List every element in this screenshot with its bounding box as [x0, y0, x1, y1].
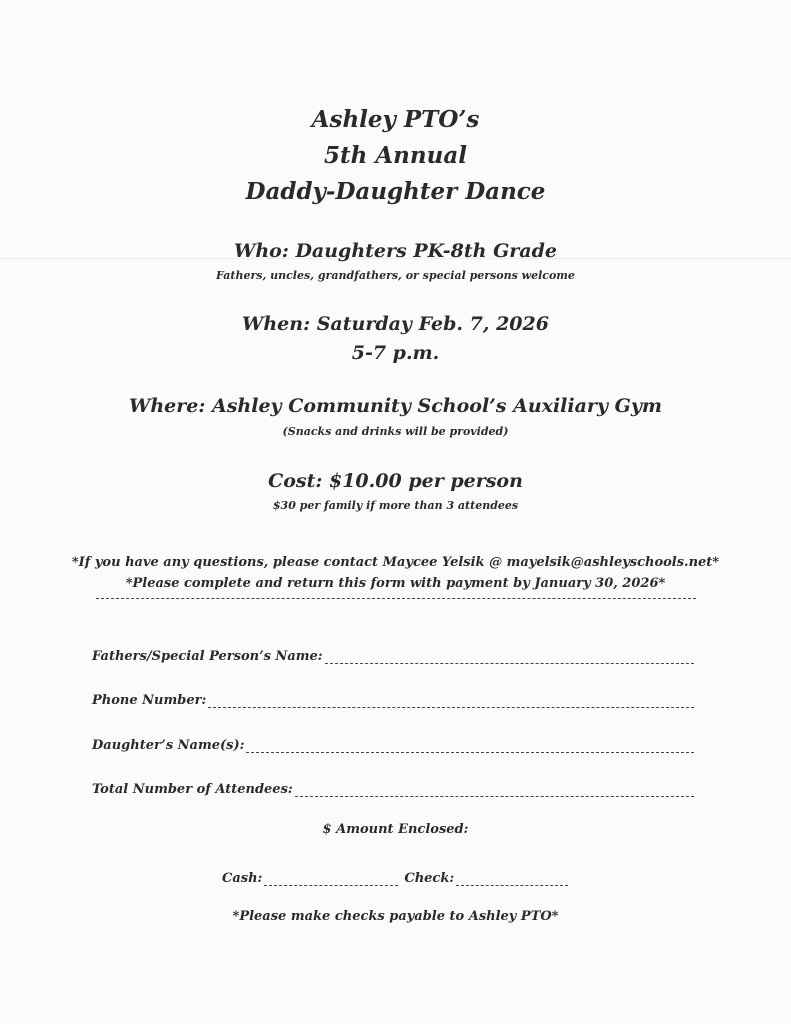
cash-blank[interactable] [264, 871, 398, 886]
check-blank[interactable] [456, 871, 568, 886]
who-note: Fathers, uncles, grandfathers, or special persons welcome [216, 269, 575, 282]
cost-note: $30 per family if more than 3 attendees [272, 499, 519, 512]
daughters-name-label: Daughter’s Name(s): [92, 738, 245, 753]
attendees-field[interactable] [92, 777, 694, 797]
checks-payable-note: *Please make checks payable to Ashley PTO* [232, 909, 559, 924]
amount-enclosed-label: $ Amount Enclosed: [322, 822, 469, 837]
where-note: (Snacks and drinks will be provided) [282, 425, 509, 438]
title-line-2: 5th Annual [323, 142, 467, 169]
phone-field[interactable] [92, 688, 694, 708]
attendees-blank[interactable] [295, 782, 694, 797]
attendees-label: Total Number of Attendees: [92, 782, 293, 797]
title-line-1: Ashley PTO’s [311, 106, 480, 133]
daughters-name-blank[interactable] [246, 738, 694, 753]
phone-label: Phone Number: [92, 693, 207, 708]
when-time: 5-7 p.m. [351, 342, 440, 364]
when-heading: When: Saturday Feb. 7, 2026 [242, 313, 549, 335]
cash-label: Cash: [222, 871, 263, 886]
contact-note: *If you have any questions, please contact Maycee Yelsik @ mayelsik@ashleyschools.net* [71, 555, 720, 570]
cost-heading: Cost: $10.00 per person [268, 470, 523, 492]
cut-line [96, 598, 696, 599]
daughters-name-field[interactable] [92, 733, 694, 753]
who-heading: Who: Daughters PK-8th Grade [234, 240, 557, 262]
payment-row [222, 866, 568, 886]
return-note: *Please complete and return this form with payment by January 30, 2026* [125, 576, 666, 591]
phone-blank[interactable] [208, 693, 694, 708]
title-line-3: Daddy-Daughter Dance [245, 178, 546, 205]
where-heading: Where: Ashley Community School’s Auxiliary Gym [129, 395, 662, 417]
fathers-name-label: Fathers/Special Person’s Name: [92, 649, 323, 664]
check-label: Check: [404, 871, 455, 886]
fathers-name-field[interactable] [92, 644, 694, 664]
fathers-name-blank[interactable] [325, 649, 694, 664]
